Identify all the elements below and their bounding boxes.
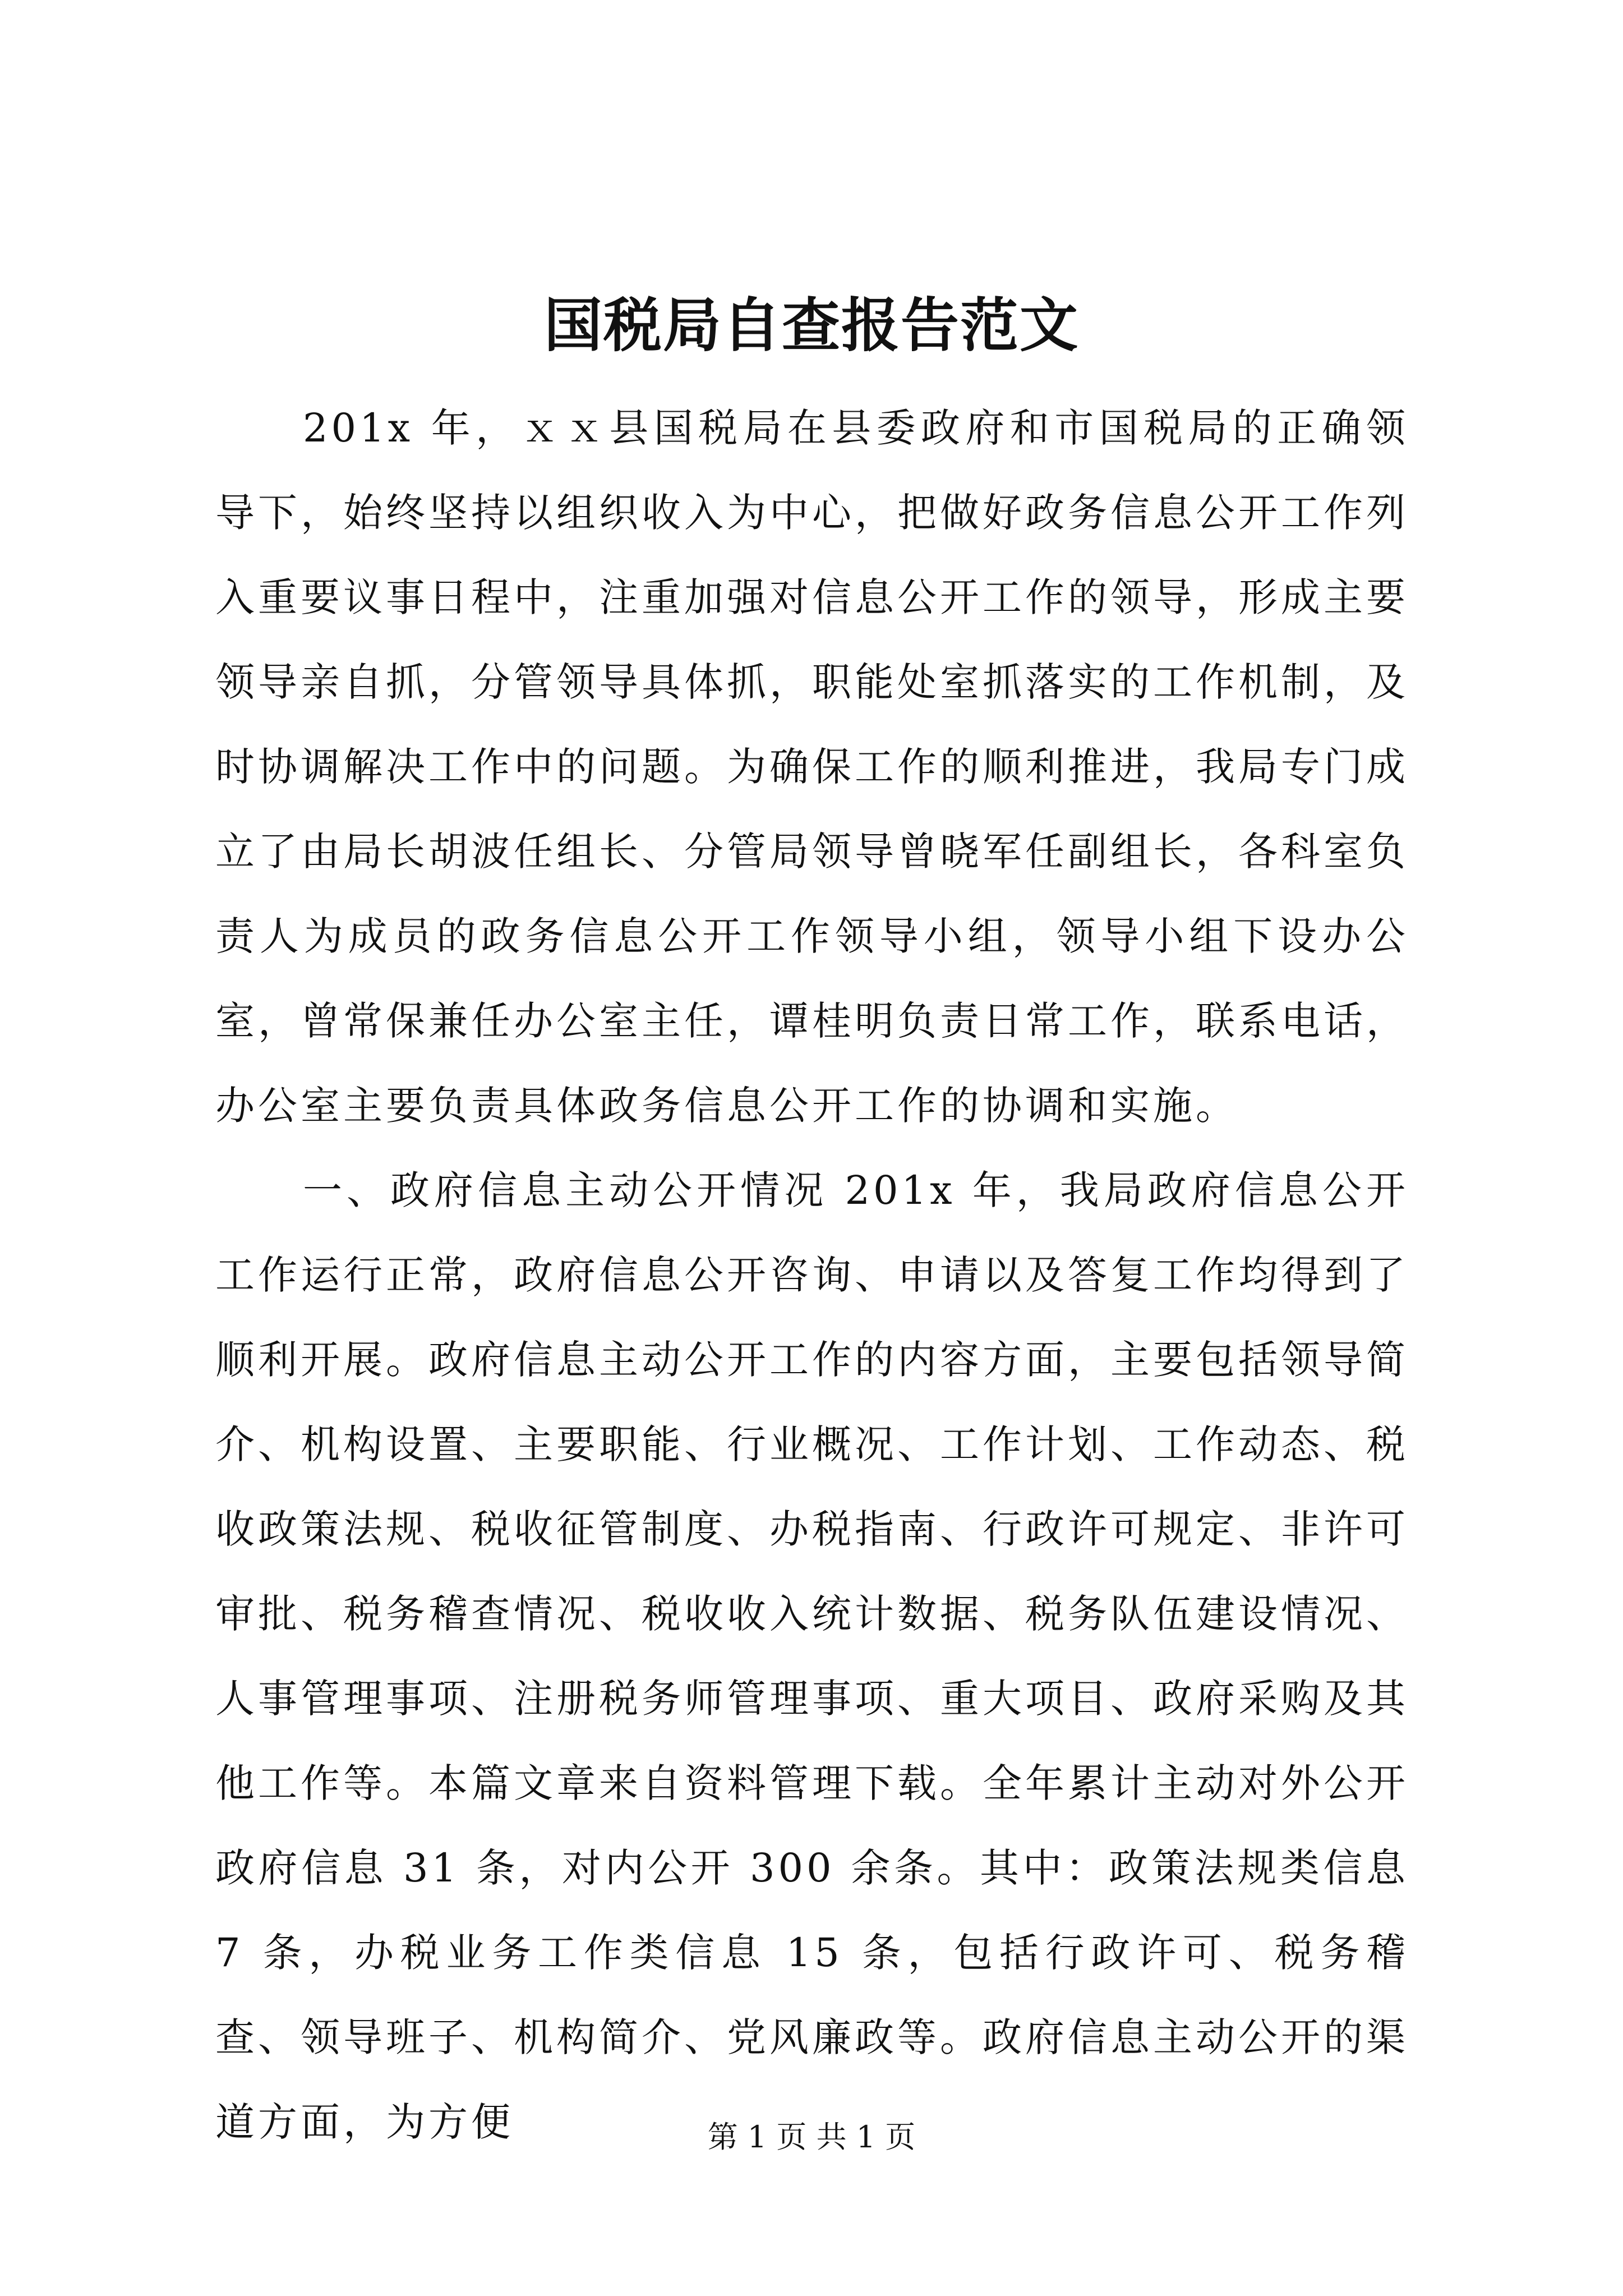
paragraph-section-one: 一、政府信息主动公开情况 201x 年，我局政府信息公开工作运行正常，政府信息公开咨询、申请以及答复工作均得到了顺利开展。政府信息主动公开工作的内容方面，主要包括领导简介、机构设置、主要职能、行业概况、工作计划、工作动态、税收政策法规、税收征管制度、办税指南、行政许可规定、非许可审批、税务稽查情况、税收收入统计数据、税务队伍建设情况、人事管理事项、注册税务师管理事项、重大项目、政府采购及其他工作等。本篇文章来自资料管理下载。全年累计主动对外公开政府信息 31 条，对内公开 300 余条。其中：政策法规类信息 7 条，办税业务工作类信息 15 条，包括行政许可、税务稽查、领导班子、机构简介、党风廉政等。政府信息主动公开的渠道方面，为方便 [215,1167,1409,2145]
document-body [215,386,1409,2165]
document-title: 国税局自查报告范文 [543,291,1079,360]
paragraph-intro: 201x 年，ｘｘ县国税局在县委政府和市国税局的正确领导下，始终坚持以组织收入为中心，把做好政务信息公开工作列入重要议事日程中，注重加强对信息公开工作的领导，形成主要领导亲自抓，分管领导具体抓，职能处室抓落实的工作机制，及时协调解决工作中的问题。为确保工作的顺利推进，我局专门成立了由局长胡波任组长、分管局领导曾晓军任副组长，各科室负责人为成员的政务信息公开工作领导小组，领导小组下设办公室，曾常保兼任办公室主任，谭桂明负责日常工作，联系电话，办公室主要负责具体政务信息公开工作的协调和实施。 [215,405,1409,1129]
page-footer: 第 1 页 共 1 页 [707,2119,916,2155]
